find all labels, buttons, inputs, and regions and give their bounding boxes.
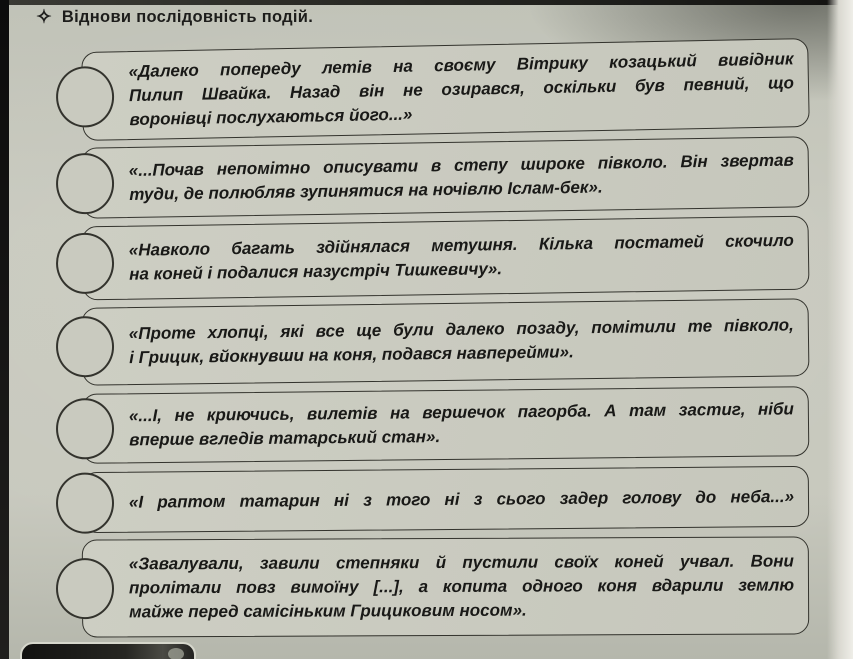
- quote-line: пролітали повз вимоїну [...], а копита одного коня вдарили землю: [128, 575, 795, 598]
- event-box-5: [82, 386, 810, 464]
- order-circle-5[interactable]: [56, 398, 115, 460]
- page-right-edge: [827, 0, 853, 659]
- quote-line: «Завалували, завили степняки й пустили своїх коней учвал. Вони: [128, 551, 794, 574]
- quote-line: майже перед самісіньким Грициковим носом».: [129, 600, 527, 622]
- photo-top-edge: [0, 0, 853, 5]
- order-circle-3[interactable]: [56, 232, 115, 294]
- sparkle-icon: ✧: [36, 7, 52, 28]
- event-box-1: [81, 38, 810, 141]
- quote-line: «...І, не криючись, вилетів на вершечок пагорба. А там застиг, ніби: [128, 399, 794, 426]
- next-section-tab: [20, 642, 196, 659]
- event-box-2: [81, 136, 809, 218]
- quote-line: Пилип Швайка. Назад він не озирався, оскільки був певний, що: [128, 72, 795, 105]
- quote-line: «Проте хлопці, які все ще були далеко позаду, помітили те півколо,: [128, 315, 794, 344]
- event-box-7: [82, 536, 809, 637]
- order-circle-6[interactable]: [56, 472, 115, 534]
- order-circle-1[interactable]: [55, 65, 114, 127]
- quote-text-6: [129, 484, 794, 514]
- photo-left-edge: [0, 0, 9, 659]
- quote-text-7: [129, 549, 794, 624]
- quote-text-5: [129, 397, 794, 452]
- tab-highlight: [168, 648, 184, 659]
- quote-line: на коней і подалися назустріч Тишкевичу».: [129, 259, 503, 284]
- quote-line: воронівці послухаються його...»: [129, 104, 413, 129]
- exercise-header: [36, 8, 313, 27]
- quote-text-4: [129, 313, 795, 370]
- event-box-3: [81, 216, 809, 301]
- quote-line: туди, де полюбляв зупинятися на ночівлю Іслам-бек».: [129, 177, 603, 204]
- quote-line: «...Почав непомітно описувати в степу широке півколо. Він звертав: [128, 150, 794, 180]
- order-circle-2[interactable]: [56, 152, 115, 214]
- exercise-title: Віднови послідовність подій.: [61, 8, 314, 26]
- quote-text-1: [128, 47, 794, 132]
- event-box-6: [82, 466, 810, 533]
- quote-text-3: [129, 229, 795, 287]
- quote-line: «Навколо багать здійнялася метушня. Кілька постатей скочило: [128, 230, 794, 260]
- quote-line: «Далеко попереду летів на своєму Вітрику козацький вивідник: [128, 48, 794, 81]
- quote-line: «І раптом татарин ні з того ні з сього задер голову до неба...»: [128, 486, 795, 512]
- quote-line: і Грицик, вйокнувши на коня, подався навперейми».: [129, 342, 574, 368]
- quote-text-2: [129, 148, 795, 206]
- event-box-4: [82, 298, 810, 386]
- quote-line: вперше вгледів татарський стан».: [129, 427, 441, 450]
- order-circle-4[interactable]: [56, 316, 115, 378]
- order-circle-7[interactable]: [56, 558, 114, 619]
